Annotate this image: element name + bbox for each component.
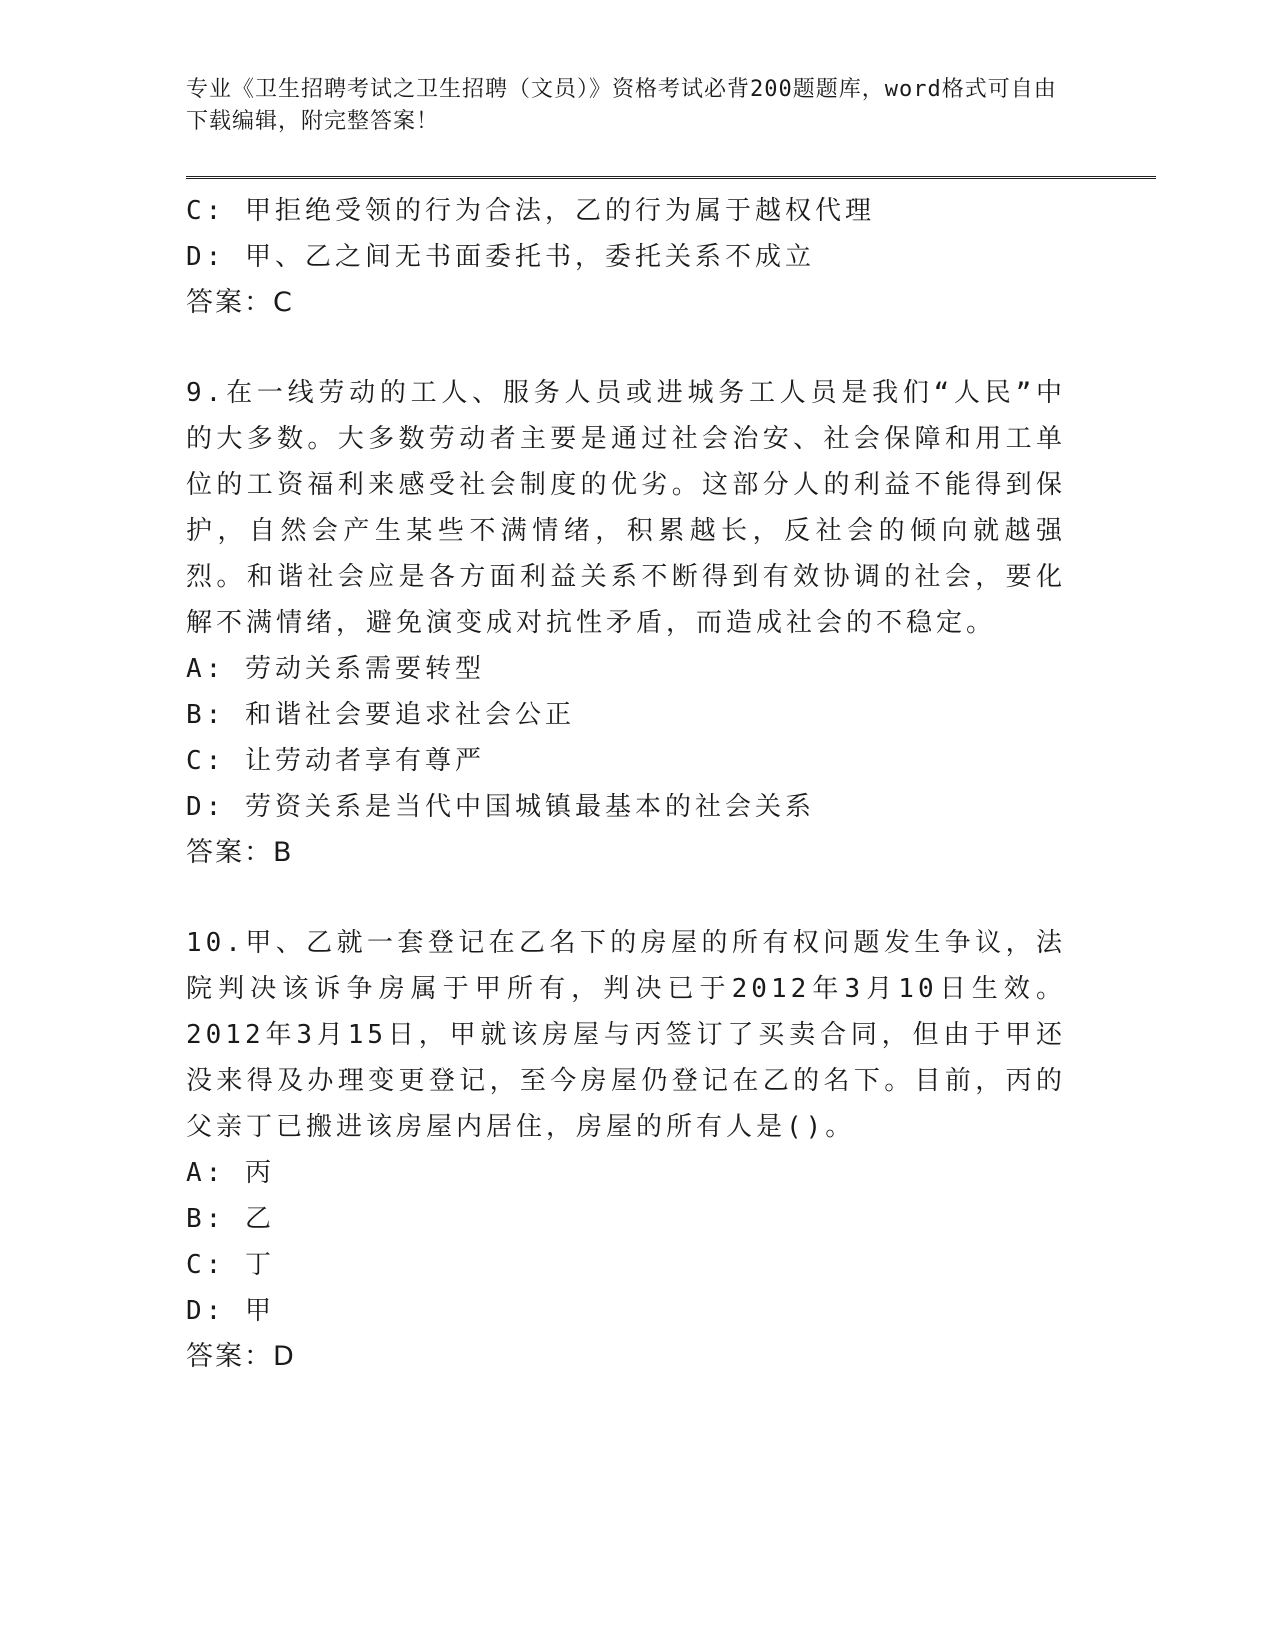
option-b: B: 和谐社会要追求社会公正 [186, 700, 575, 730]
document-header: 专业《卫生招聘考试之卫生招聘（文员）》资格考试必背200题题库，word格式可自由下载编辑，附完整答案！ [186, 77, 1057, 134]
option-a: A: 丙 [186, 1158, 275, 1188]
question-stem: 10.甲、乙就一套登记在乙名下的房屋的所有权问题发生争议，法院判决该诉争房属于甲所有，判决已于2012年3月10日生效。2012年3月15日，甲就该房屋与丙签订了买卖合同，但由于甲还没来得及办理变更登记，至今房屋仍登记在乙的名下。目前，丙的父亲丁已搬进该房屋内居住，房屋的所有人是()。 [186, 928, 1066, 1142]
option-c: C: 丁 [186, 1250, 275, 1280]
answer-line: 答案：C [186, 287, 294, 318]
answer-line: 答案：D [186, 1341, 296, 1372]
spacer [186, 876, 1086, 920]
header-divider [186, 176, 1156, 179]
spacer [186, 326, 1086, 370]
previous-question-tail [186, 188, 1086, 326]
question-10 [186, 920, 1086, 1380]
option-b: B: 乙 [186, 1204, 275, 1234]
option-c: C: 让劳动者享有尊严 [186, 746, 485, 776]
option-d: D: 甲、乙之间无书面委托书，委托关系不成立 [186, 242, 815, 272]
question-9 [186, 370, 1086, 876]
answer-line: 答案：B [186, 837, 294, 868]
question-stem: 9.在一线劳动的工人、服务人员或进城务工人员是我们“人民”中的大多数。大多数劳动者主要是通过社会治安、社会保障和用工单位的工资福利来感受社会制度的优劣。这部分人的利益不能得到保护，自然会产生某些不满情绪，积累越长，反社会的倾向就越强烈。和谐社会应是各方面利益关系不断得到有效协调的社会，要化解不满情绪，避免演变成对抗性矛盾，而造成社会的不稳定。 [186, 378, 1066, 638]
option-d: D: 甲 [186, 1296, 275, 1326]
option-c: C: 甲拒绝受领的行为合法，乙的行为属于越权代理 [186, 196, 875, 226]
option-d: D: 劳资关系是当代中国城镇最基本的社会关系 [186, 792, 815, 822]
document-body [186, 188, 1086, 1380]
option-a: A: 劳动关系需要转型 [186, 654, 485, 684]
